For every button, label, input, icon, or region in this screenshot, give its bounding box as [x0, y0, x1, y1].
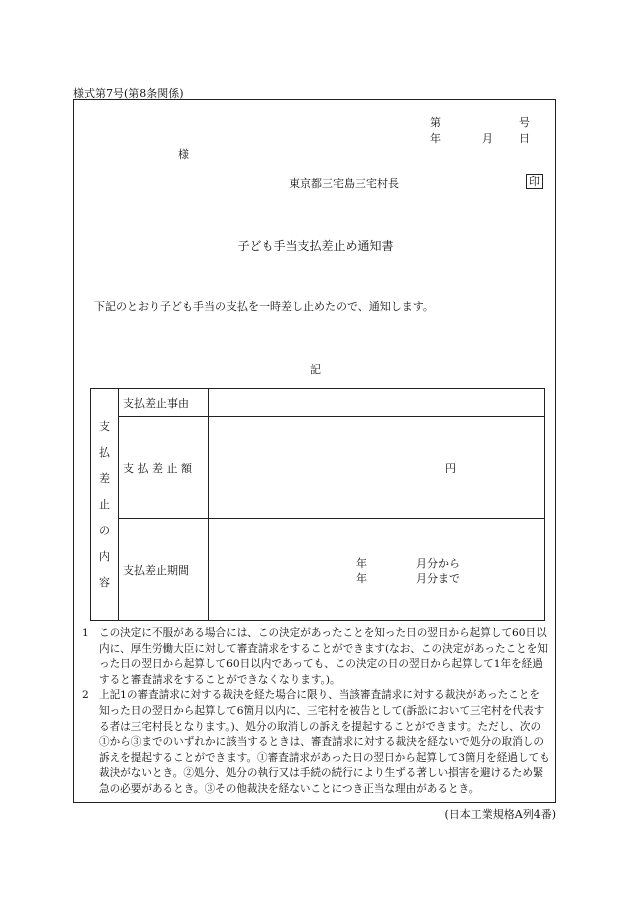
vertical-header-char: 容 [99, 575, 110, 589]
note-item [82, 626, 550, 688]
seal-box: 印 [526, 174, 543, 189]
date-day: 日 [519, 132, 530, 145]
ki-label: 記 [310, 363, 321, 376]
form-frame [73, 99, 556, 803]
vertical-header-char: の [99, 523, 110, 537]
period-from-month: 月分から [416, 556, 460, 570]
note-text: 上記1の審査請求に対する裁決を経た場合に限り、当該審査請求に対する裁決があったことを知った日の翌日から起算して6箇月以内に、三宅村を被告として(訴訟において三宅村を代表する者は三宅村長となります。)、処分の取消しの訴えを提起することができます。ただし、次の①から③までのいずれかに該当するときは、審査請求に対する裁決を経ないで処分の取消しの訴えを提起することができます。①審査請求があった日の翌日から起算して3箇月を経過しても裁決がないとき。②処分、処分の執行又は手続の続行により生ずる著しい損害を避けるため緊急の必要があるとき。③その他裁決を経ないことにつき正当な理由があるとき。 [99, 689, 550, 795]
date-year: 年 [430, 132, 441, 145]
doc-number-prefix: 第 [430, 116, 441, 129]
paper-size-note: (日本工業規格A列4番) [444, 808, 556, 821]
row-label-period: 支払差止期間 [119, 519, 209, 621]
date-month: 月 [482, 132, 493, 145]
table-row [91, 519, 545, 621]
note-item [82, 688, 550, 797]
vertical-header-char: 止 [99, 497, 110, 511]
row-label-reason: 支払差止事由 [119, 389, 209, 417]
period-to-month: 月分まで [416, 571, 460, 585]
table-row [91, 417, 545, 519]
reason-value-cell [209, 389, 545, 417]
intro-text: 下記のとおり子ども手当の支払を一時差し止めたので、通知します。 [94, 300, 434, 313]
period-from-year: 年 [356, 556, 367, 570]
amount-unit: 円 [445, 461, 456, 475]
period-to-year: 年 [356, 571, 367, 585]
row-label-amount: 支 払 差 止 額 [119, 417, 209, 519]
addressee-suffix: 様 [178, 148, 189, 161]
amount-value-cell [209, 417, 545, 519]
table-row [91, 389, 545, 417]
period-lines [209, 555, 544, 585]
vertical-header-char: 差 [99, 471, 110, 485]
vertical-header-char: 払 [99, 445, 110, 459]
form-number-label: 様式第7号(第8条関係) [73, 87, 184, 100]
doc-number-suffix: 号 [519, 116, 530, 129]
sender-name: 東京都三宅島三宅村長 [289, 177, 399, 190]
note-number: 1 [82, 627, 89, 639]
document-title: 子ども手当支払差止め通知書 [237, 239, 394, 253]
note-text: この決定に不服がある場合には、この決定があったことを知った日の翌日から起算して60日以内に、厚生労働大臣に対して審査請求をすることができます(なお、この決定があったことを知った日の翌日から起算して60日以内であっても、この決定の日の翌日から起算して1年を経過すると審査請求をすることができなくなります。)。 [99, 627, 548, 686]
vertical-header [91, 389, 119, 621]
notes-section [82, 626, 550, 798]
note-number: 2 [82, 689, 89, 702]
suspension-details-table [90, 388, 545, 621]
seal-mark [526, 174, 543, 189]
vertical-header-char: 支 [99, 419, 110, 433]
vertical-header-char: 内 [99, 549, 110, 563]
period-value-cell [209, 519, 545, 621]
